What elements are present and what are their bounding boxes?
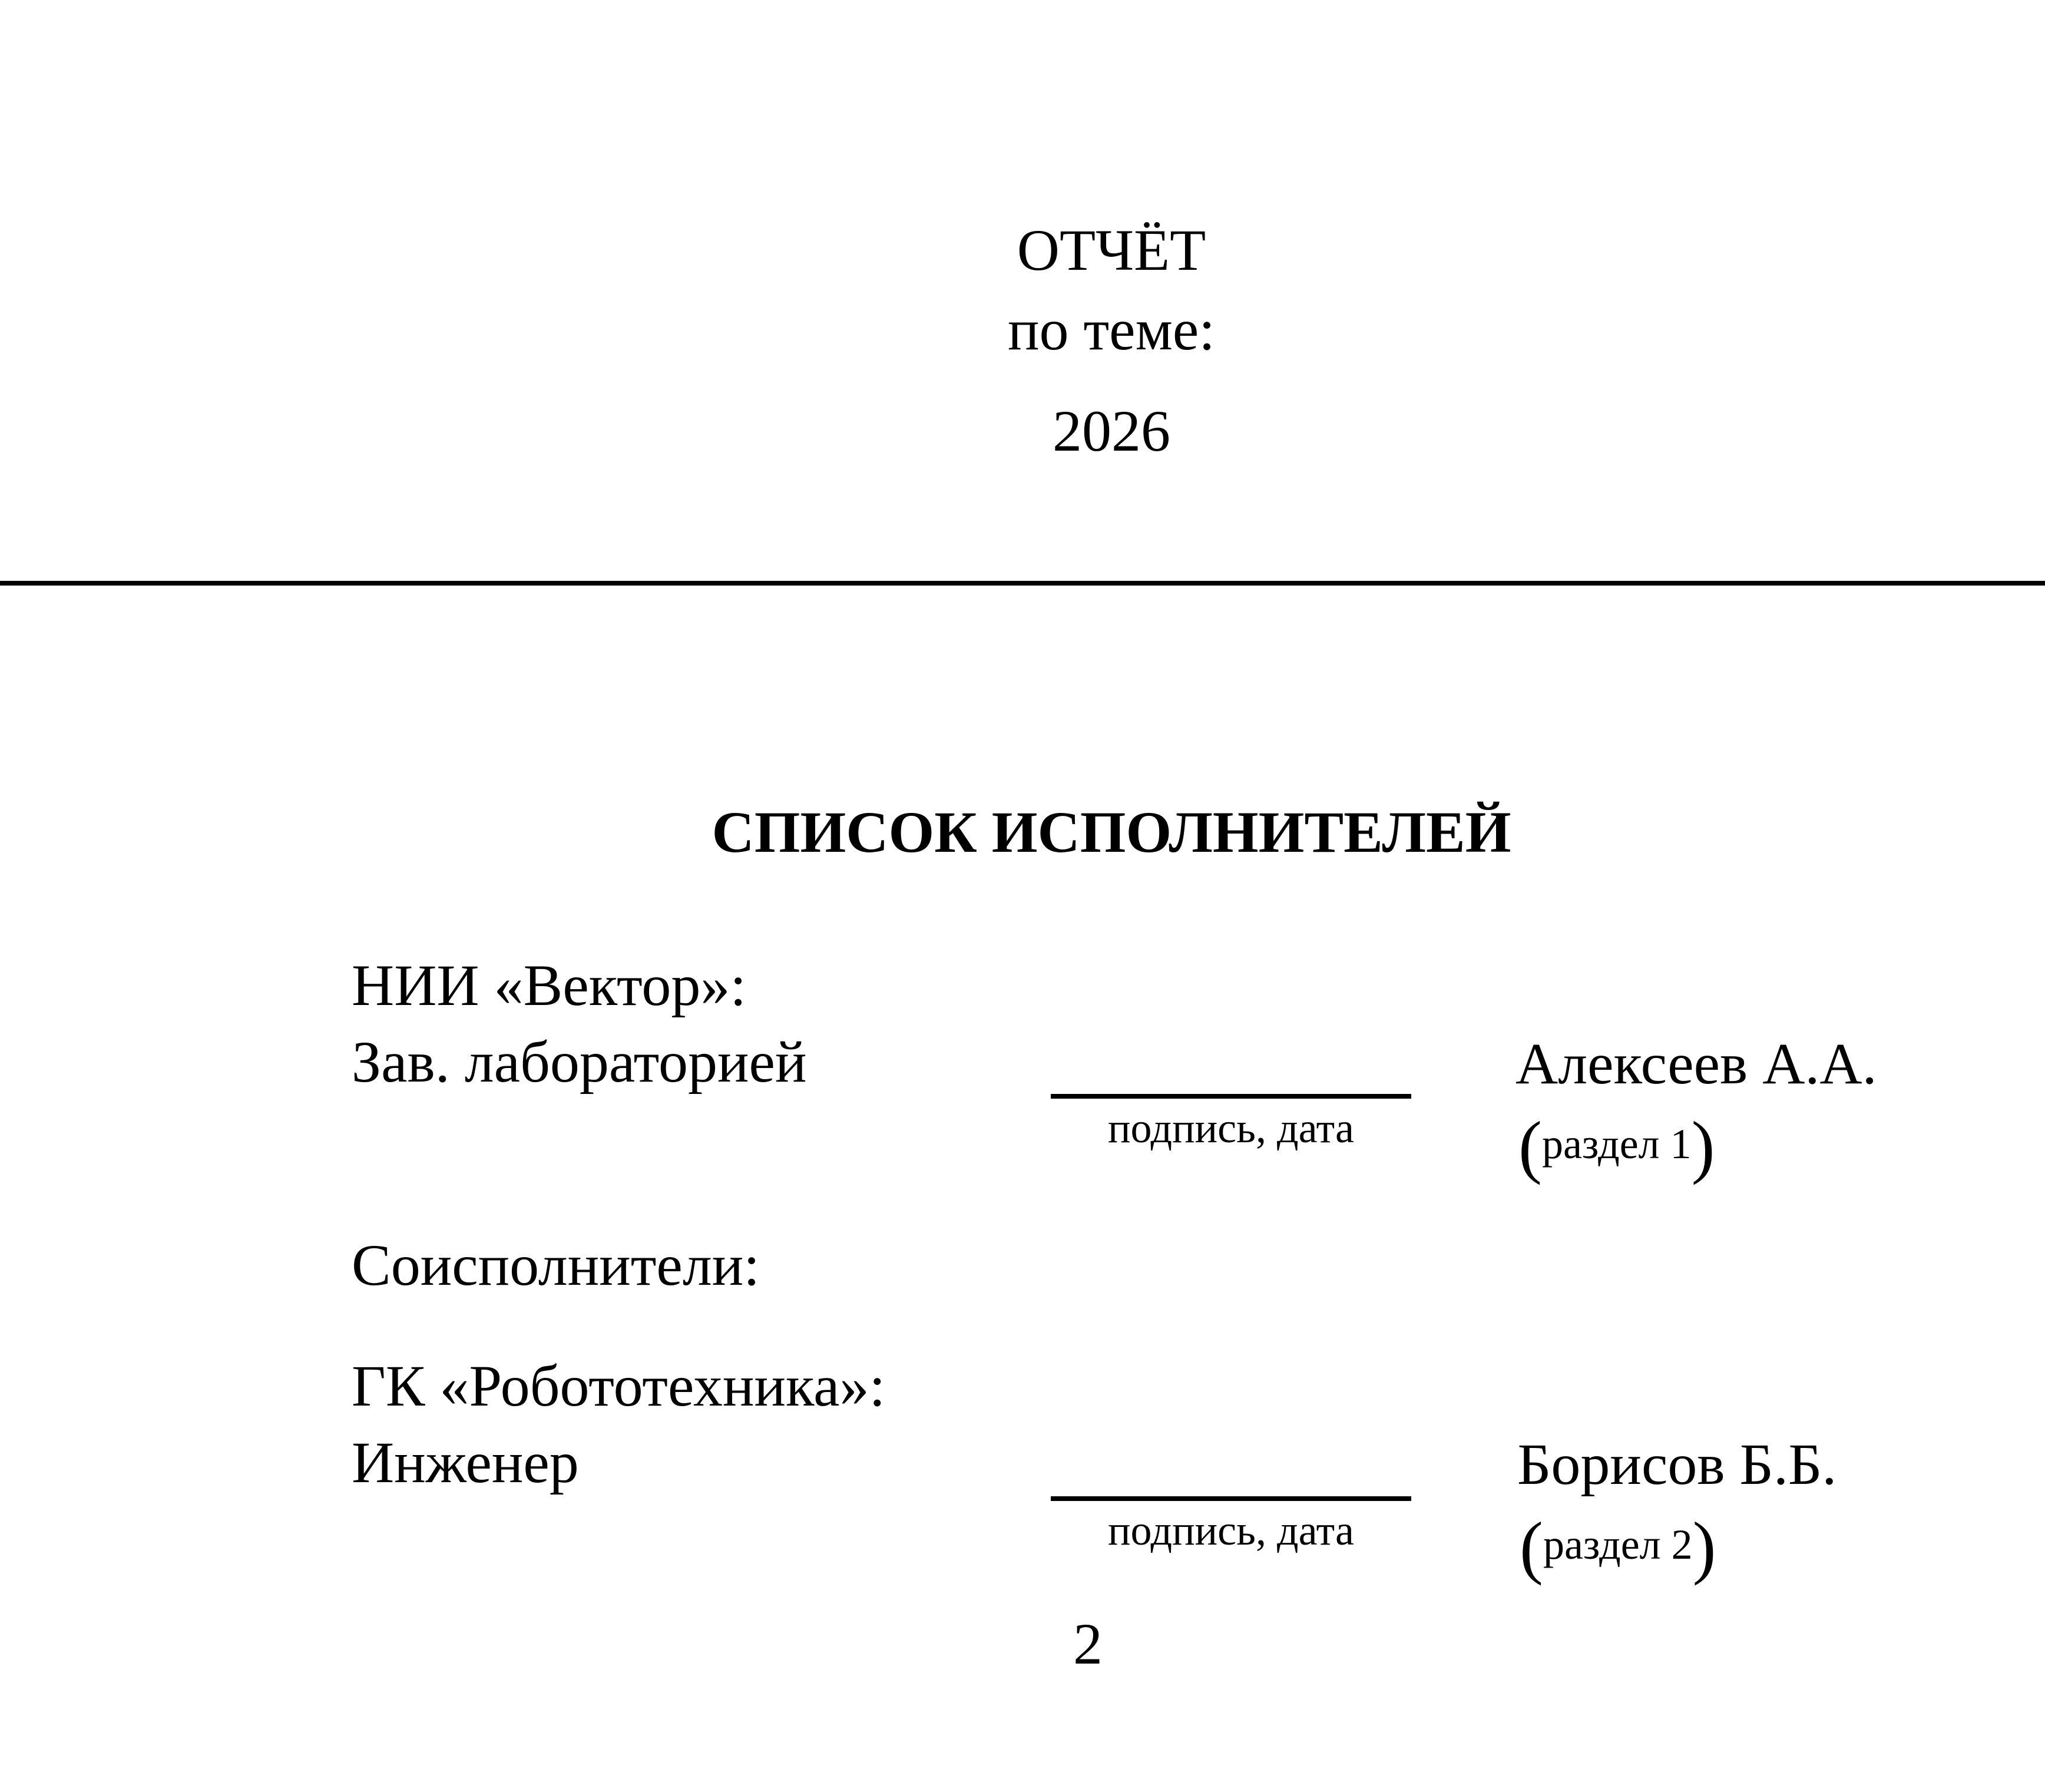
report-title: ОТЧЁТ [1017, 217, 1206, 283]
report-year: 2026 [1053, 398, 1170, 464]
executor-org: НИИ «Вектор»: [352, 953, 747, 1018]
section-heading: СПИСОК ИСПОЛНИТЕЛЕЙ [712, 799, 1511, 865]
executor-responsibility [1518, 1107, 1715, 1185]
responsibility-text: раздел 2 [1543, 1521, 1693, 1568]
executor-role: Инженер [352, 1430, 579, 1495]
right-paren: ) [1691, 1107, 1715, 1185]
signature-caption: подпись, дата [1108, 1105, 1354, 1152]
responsibility-text: раздел 1 [1541, 1120, 1692, 1168]
executor-responsibility [1520, 1507, 1716, 1586]
executor-name: Алексеев А.А. [1515, 1031, 1877, 1096]
executor-org: ГК «Робототехника»: [352, 1353, 886, 1419]
executor-role: Зав. лабораторией [352, 1029, 807, 1095]
left-paren: ( [1518, 1107, 1542, 1185]
signature-line [1051, 1094, 1411, 1099]
executor-name: Борисов Б.Б. [1517, 1431, 1837, 1497]
left-paren: ( [1520, 1507, 1543, 1586]
right-paren: ) [1692, 1507, 1716, 1586]
signature-line [1051, 1496, 1411, 1501]
report-subtitle: по теме: [1007, 297, 1216, 362]
page-number: 2 [1073, 1611, 1103, 1677]
horizontal-divider [0, 581, 2045, 586]
coexecutors-label: Соисполнители: [352, 1232, 760, 1298]
signature-caption: подпись, дата [1108, 1507, 1354, 1554]
